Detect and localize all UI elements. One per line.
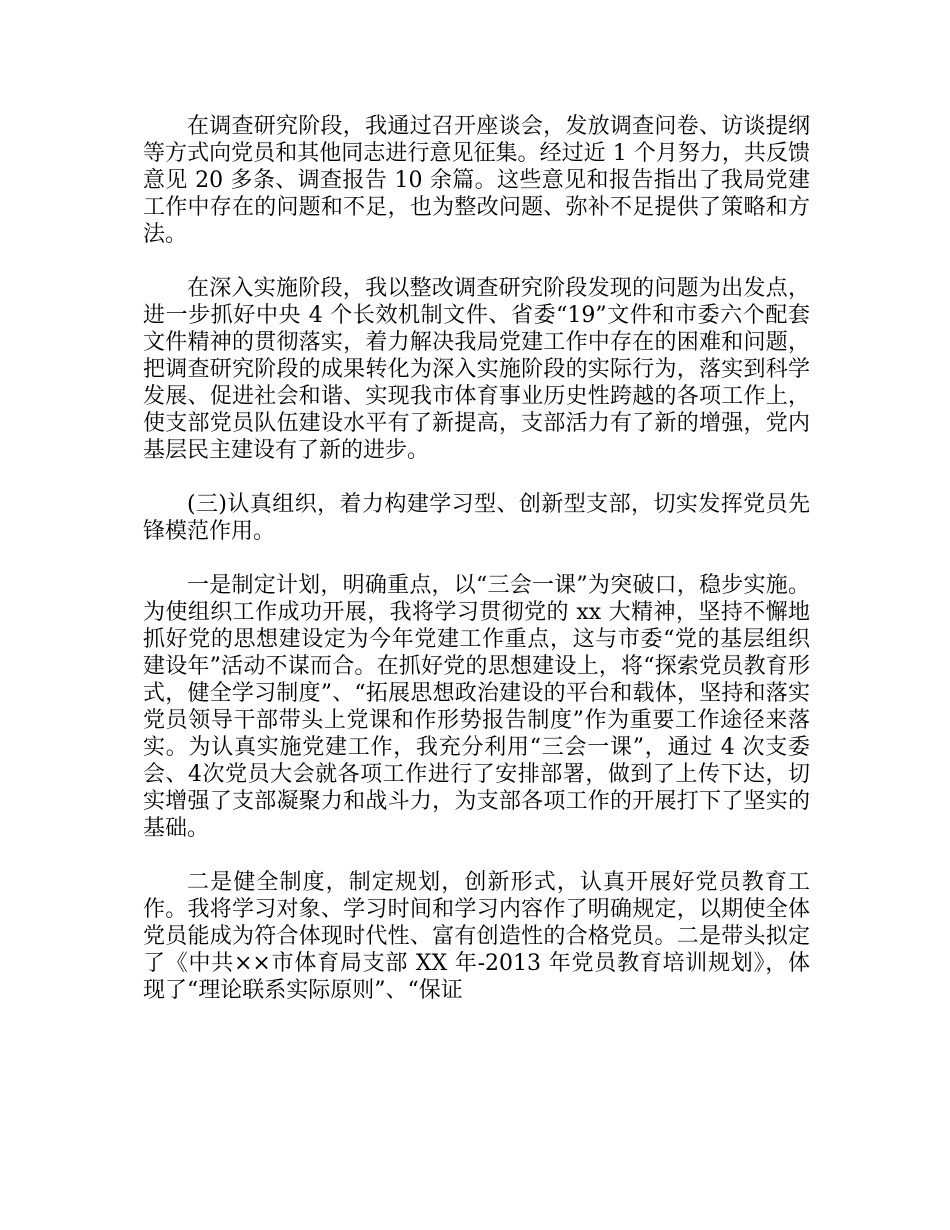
text-line: 员。二是带头拟定了《中共××市体育局支部 XX 年-2013 年	[143, 924, 810, 976]
paragraph-implementation-stage	[143, 275, 810, 464]
text-line: 与市委“党的基层组织建设年”活动不谋而合。在抓好党的思	[143, 627, 810, 679]
text-line: 育工作。我将学习对象、学习时间和学习内容作了明确规定，	[143, 870, 810, 922]
paragraph-system	[143, 869, 810, 1004]
text-line: 发点，进一步抓好中央 4 个长效机制文件、省委“19”文件和	[143, 276, 810, 328]
text-line: 想建设上，将“探索党员教育形式，健全学习制度”、“拓展	[143, 654, 811, 706]
section-heading-three	[143, 491, 810, 545]
text-line: 在深入实施阶段，我以整改调查研究阶段发现的问题为出	[187, 276, 744, 301]
text-line: 施党建工作，我充分利用“三会一课”，通过 4 次支委会、4	[143, 735, 810, 787]
text-line: 存在的困难和问题，把调查研究阶段的成果转化为深入实施阶	[143, 330, 810, 382]
text-line: 党员教育培训规划》，体现了“理论联系实际原则”、“保证	[143, 951, 810, 1003]
text-line: 的进步。	[341, 438, 430, 463]
text-line: 步实施。为使组织工作成功开展，我将学习贯彻党的 xx 大精	[143, 573, 810, 625]
text-line: (三)认真组织，着力构建学习型、创新型支部，切实发挥	[187, 492, 744, 517]
text-line: 一是制定计划，明确重点，以“三会一课”为突破口，稳	[187, 573, 722, 598]
text-line: 谈提纲等方式向党员和其他同志进行意见征集。经过近 1 个月	[143, 114, 810, 166]
text-line: 在调查研究阶段，我通过召开座谈会，发放调查问卷、访	[187, 114, 744, 139]
paragraph-research-stage	[143, 113, 810, 248]
text-line: 了新提高，支部活力有了新的增强，党内基层民主建设有了新	[143, 411, 810, 463]
text-line: 党员先锋模范作用。	[143, 492, 810, 544]
text-line: 党课和作形势报告制度”作为重要工作途径来落实。为认真实	[143, 708, 810, 760]
text-line: 二是健全制度，制定规划，创新形式，认真开展好党员教	[187, 870, 765, 895]
text-line: 段的实际行为，落实到科学发展、促进社会和谐、实现我市体	[143, 357, 810, 409]
text-line: 育事业历史性跨越的各项工作上，使支部党员队伍建设水平有	[143, 384, 810, 436]
text-line: 坚实的基础。	[143, 789, 810, 841]
paragraph-plan	[143, 572, 810, 842]
text-line: 神，坚持不懈地抓好党的思想建设定为今年党建工作重点，这	[143, 600, 810, 652]
text-line: 次党员大会就各项工作进行了安排部署，做到了上传下达，切	[202, 762, 810, 787]
text-line: 以期使全体党员能成为符合体现时代性、富有创造性的合格党	[143, 897, 810, 949]
document-page	[143, 113, 810, 1031]
text-line: 思想政治建设的平台和载体，坚持和落实党员领导干部带头上	[143, 681, 810, 733]
text-line: 弥补不足提供了策略和方法。	[143, 195, 810, 247]
text-line: 告指出了我局党建工作中存在的问题和不足，也为整改问题、	[143, 168, 810, 220]
text-line: 努力，共反馈意见 20 多条、调查报告 10 余篇。这些意见和报	[143, 141, 810, 193]
text-line: 市委六个配套文件精神的贯彻落实，着力解决我局党建工作中	[143, 303, 810, 355]
text-line: 实增强了支部凝聚力和战斗力，为支部各项工作的开展打下了	[143, 789, 744, 814]
